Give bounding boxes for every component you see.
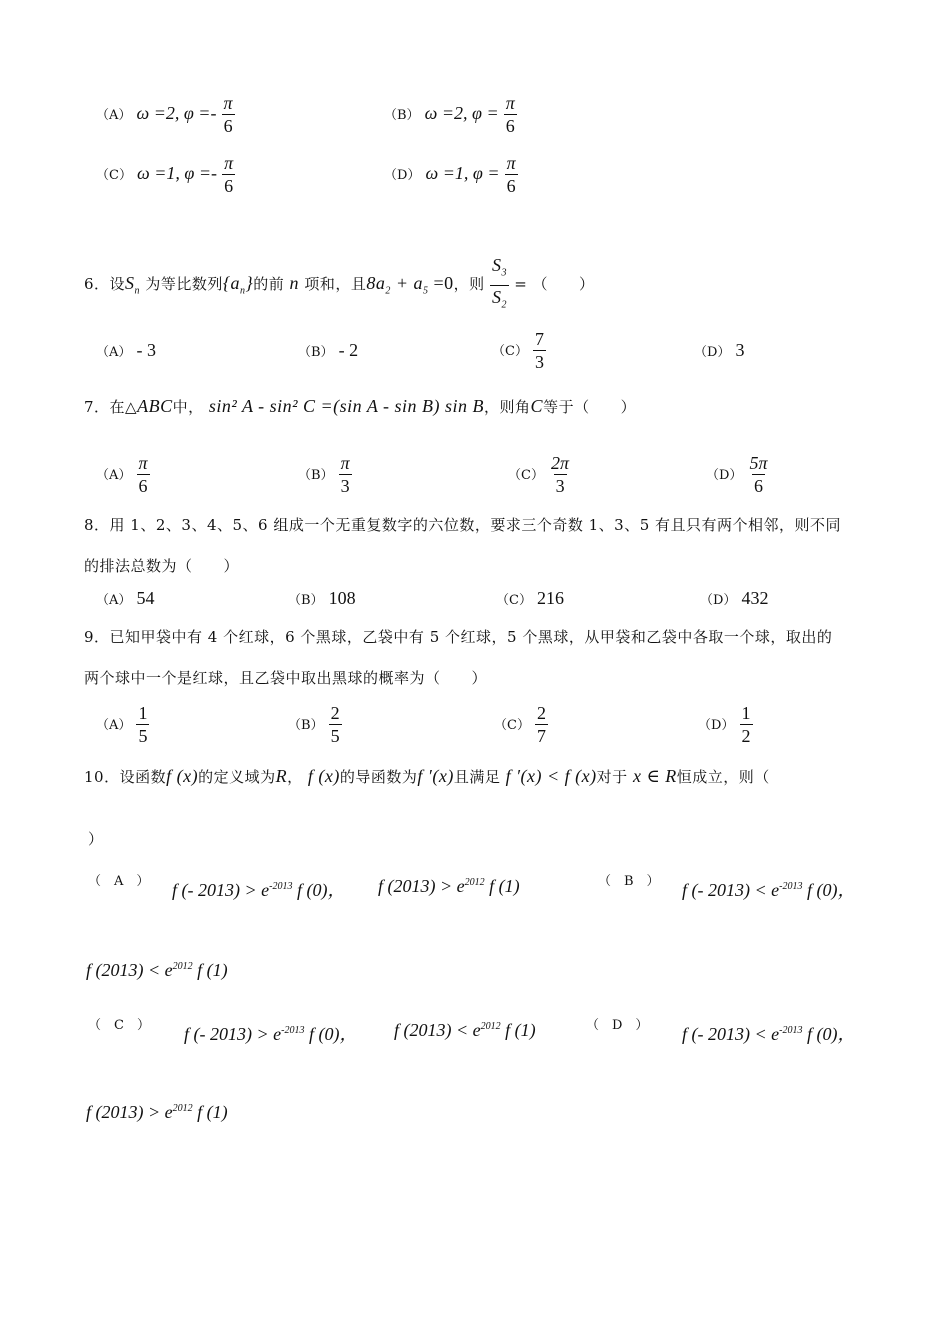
q10-option-b-expr2: f $(2013) < e^{2012}$ f (1) xyxy=(86,960,228,980)
q6-option-c[interactable] xyxy=(492,328,546,373)
q8-option-a[interactable] xyxy=(96,588,154,609)
option-label: （A） xyxy=(96,593,132,608)
option-label: （C） xyxy=(494,718,530,733)
option-fraction: $\frac{\pi}{6}$ xyxy=(223,93,233,136)
option-label: （D） xyxy=(694,345,731,360)
option-fraction: $\frac{\pi}{6}$ xyxy=(138,453,148,496)
q10-option-d-expr1: f (- $2013) < e^{-2013}$ f (0)， xyxy=(682,1024,856,1044)
q10-option-b-label[interactable]: （ B ） xyxy=(598,874,660,889)
q7-stem: 7．在△ABC中， sin² A - sin² C =(sin A - sin B) sin B，则角C等于（ ） xyxy=(84,396,637,416)
q7-option-c[interactable] xyxy=(508,452,571,497)
q9-option-b[interactable] xyxy=(288,702,342,747)
option-expression: ω =1, φ = xyxy=(425,163,500,183)
option-label: （C） xyxy=(508,468,544,483)
option-label: （D） xyxy=(706,468,743,483)
q9-option-c[interactable] xyxy=(494,702,548,747)
ratio-fraction: $\frac{S_3}{S_2}$ xyxy=(490,254,509,316)
option-label: （B） xyxy=(298,468,334,483)
option-label: （C） xyxy=(96,168,132,183)
q8-stem-line2: 的排法总数为（ ） xyxy=(84,557,240,575)
option-fraction: $\frac{1}{2}$ xyxy=(741,703,751,746)
q8-option-c[interactable] xyxy=(496,588,564,609)
option-fraction: $\frac{2}{5}$ xyxy=(330,703,340,746)
q10-option-c-expr2: f $(2013) < e^{2012}$ f (1) xyxy=(394,1020,536,1040)
q9-stem-line2: 两个球中一个是红球，且乙袋中取出黑球的概率为（ ） xyxy=(84,669,488,687)
option-fraction: $\frac{\pi}{3}$ xyxy=(340,453,350,496)
q8-option-d[interactable] xyxy=(700,588,769,609)
q10-option-a-label[interactable]: （ A ） xyxy=(88,874,150,889)
q5-option-d[interactable] xyxy=(384,152,518,197)
q10-option-a-expr1: f (- $2013) > e^{-2013}$ f (0)， xyxy=(172,880,346,900)
q10-option-c-label[interactable]: （ C ） xyxy=(88,1018,150,1033)
option-label: （A） xyxy=(96,108,132,123)
option-value: - 3 xyxy=(136,340,156,360)
q8-stem-line1: 8．用 1、2、3、4、5、6 组成一个无重复数字的六位数，要求三个奇数 1、3、5 有且只有两个相邻，则不同 xyxy=(84,516,842,534)
q9-option-d[interactable] xyxy=(698,702,753,747)
option-fraction: $\frac{\pi}{6}$ xyxy=(224,153,234,196)
q5-option-c[interactable] xyxy=(96,152,235,197)
option-label: （A） xyxy=(96,345,132,360)
q10-stem-close: ） xyxy=(88,830,104,848)
option-label: （B） xyxy=(384,108,420,123)
option-value: 432 xyxy=(741,588,769,608)
option-expression: ω =1, φ =- xyxy=(137,163,218,183)
option-value: 108 xyxy=(328,588,356,608)
q9-option-a[interactable] xyxy=(96,702,149,747)
q10-option-c-expr1: f (- $2013) > e^{-2013}$ f (0)， xyxy=(184,1024,358,1044)
q5-option-b[interactable] xyxy=(384,92,517,137)
option-value: 54 xyxy=(136,588,155,608)
q10-option-a-expr2: f $(2013) > e^{2012}$ f (1) xyxy=(378,876,520,896)
q9-stem-line1: 9．已知甲袋中有 4 个红球，6 个黑球，乙袋中有 5 个红球，5 个黑球，从甲袋和乙袋中各取一个球，取出的 xyxy=(84,628,833,646)
option-label: （A） xyxy=(96,718,132,733)
q7-option-a[interactable] xyxy=(96,452,150,497)
option-expression: ω =2, φ =- xyxy=(136,103,217,123)
q10-option-d-label[interactable]: （ D ） xyxy=(586,1018,649,1033)
option-value: 216 xyxy=(537,588,565,608)
option-expression: ω =2, φ = xyxy=(424,103,499,123)
option-label: （C） xyxy=(496,593,532,608)
option-label: （B） xyxy=(288,718,324,733)
q7-option-b[interactable] xyxy=(298,452,352,497)
option-label: （C） xyxy=(492,344,528,359)
q6-option-d[interactable] xyxy=(694,340,745,361)
option-value: - 2 xyxy=(338,340,359,360)
q5-option-a[interactable] xyxy=(96,92,235,137)
option-fraction: $\frac{7}{3}$ xyxy=(535,329,545,372)
option-fraction: $\frac{5\pi}{6}$ xyxy=(749,453,768,496)
option-label: （B） xyxy=(288,593,324,608)
option-fraction: $\frac{\pi}{6}$ xyxy=(505,93,515,136)
option-fraction: $\frac{2}{7}$ xyxy=(537,703,547,746)
option-label: （A） xyxy=(96,468,132,483)
q8-option-b[interactable] xyxy=(288,588,356,609)
option-label: （D） xyxy=(698,718,735,733)
option-label: （D） xyxy=(700,593,737,608)
option-label: （B） xyxy=(298,345,334,360)
option-fraction: $\frac{2\pi}{3}$ xyxy=(551,453,570,496)
q10-option-b-expr1: f (- $2013) < e^{-2013}$ f (0)， xyxy=(682,880,856,900)
q10-stem: 10．设函数f (x)的定义域为R， f (x)的导函数为f ′(x)且满足 f ′(x) < f (x)对于 x ∈ R恒成立，则（ xyxy=(84,766,770,786)
option-fraction: $\frac{\pi}{6}$ xyxy=(506,153,516,196)
q6-option-a[interactable] xyxy=(96,340,156,361)
option-value: 3 xyxy=(735,340,745,360)
q10-option-d-expr2: f $(2013) > e^{2012}$ f (1) xyxy=(86,1102,228,1122)
q7-option-d[interactable] xyxy=(706,452,770,497)
q6-option-b[interactable] xyxy=(298,340,358,361)
option-label: （D） xyxy=(384,168,421,183)
q6-stem: 6．设$S_n$ 为等比数列$\{a_n\}$的前 n 项和，且$8a_2 + a_5 =0$，则 $\frac{S_3}{S_2}$ = （ ） xyxy=(84,254,595,316)
option-fraction: $\frac{1}{5}$ xyxy=(138,703,148,746)
